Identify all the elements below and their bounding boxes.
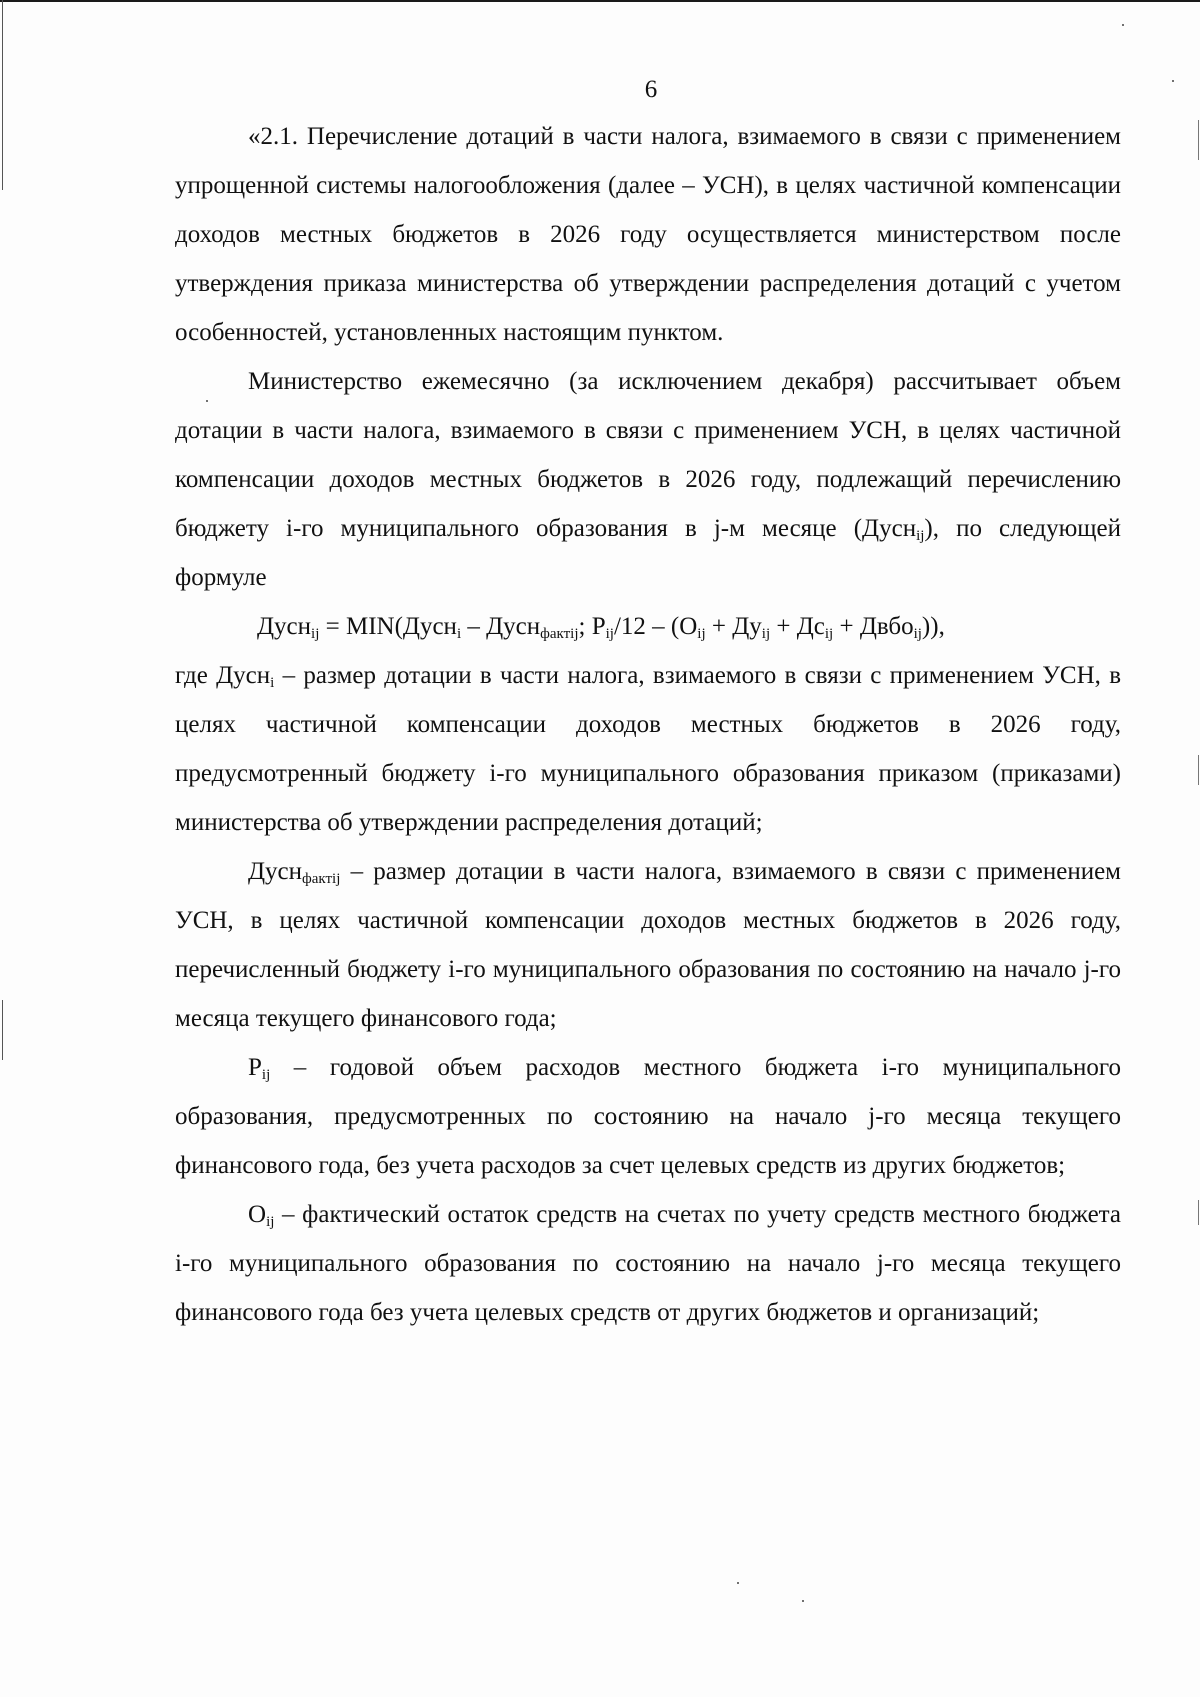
text-run: + Двбо [833, 613, 914, 640]
subscript: ij [266, 1214, 275, 1230]
subscript: ij [761, 626, 771, 642]
paragraph [175, 1190, 1121, 1337]
text-run: Дусн [257, 613, 312, 640]
text-run: )), [921, 613, 945, 640]
paragraph [175, 847, 1121, 1043]
text-run: /12 – (О [613, 613, 698, 640]
text-run: + Дс [770, 613, 825, 640]
scan-top-border [0, 0, 1200, 2]
text-run: Дусн [248, 858, 303, 885]
scan-right-edge-mark [1198, 1200, 1199, 1225]
scan-left-edge-mark [2, 1000, 3, 1060]
text-run: ; Р [578, 613, 606, 640]
scan-right-edge-mark [1198, 755, 1199, 785]
formula [175, 602, 1121, 651]
scan-speck [802, 1600, 804, 1602]
subscript: ij [913, 626, 922, 642]
paragraph [175, 357, 1121, 602]
subscript: ij [605, 626, 614, 642]
subscript: ij [261, 1067, 271, 1083]
scan-speck [737, 1582, 739, 1584]
paragraph [175, 112, 1121, 357]
text-run: «2.1. Перечисление дотаций в части налога, взимаемого в связи с применением упрощенной системы налогообложения (далее – УСН), в целях частичной компенсации доходов местных бюджетов в 2026 году осуществляется министерством после утверждения приказа министерства об утверждении распределения дотаций с учетом особенностей, установленных настоящим пунктом. [175, 123, 1121, 346]
subscript: ij [311, 626, 320, 642]
text-run: + Ду [705, 613, 762, 640]
subscript: i [270, 675, 275, 691]
page-number: 6 [644, 76, 658, 103]
scan-speck [1122, 24, 1124, 26]
text-run: – размер дотации в части налога, взимаемого в связи с применением УСН, в целях частичной компенсации доходов местных бюджетов в 2026 году, предусмотренный бюджету i-го муниципального образования приказом (приказами) министерства об утверждении распределения дотаций; [175, 662, 1122, 836]
subscript: ij [824, 626, 834, 642]
paragraph [175, 651, 1121, 847]
document-body [175, 112, 1121, 1337]
text-run: – фактический остаток средств на счетах по учету средств местного бюджета i-го муниципального образования по состоянию на начало j-го месяца текущего финансового года без учета целевых средств от других бюджетов и организаций; [175, 1201, 1121, 1326]
subscript: ij [916, 528, 925, 544]
paragraph [175, 1043, 1121, 1190]
subscript: фактij [540, 626, 579, 642]
text-run: – размер дотации в части налога, взимаемого в связи с применением УСН, в целях частичной компенсации доходов местных бюджетов в 2026 году, перечисленный бюджету i-го муниципального образования по состоянию на начало j-го месяца текущего финансового года; [175, 858, 1121, 1032]
text-run: – Дусн [461, 613, 541, 640]
scan-right-edge-mark [1198, 120, 1199, 160]
text-run: где Дусн [175, 662, 271, 689]
text-run: – годовой объем расходов местного бюджета i-го муниципального образования, предусмотренных по состоянию на начало j-го месяца текущего финансового года, без учета расходов за счет целевых средств из других бюджетов; [175, 1054, 1121, 1179]
text-run: Министерство ежемесячно (за исключением декабря) рассчитывает объем дотации в части налога, взимаемого в связи с применением УСН, в целях частичной компенсации доходов местных бюджетов в 2026 году, подлежащий перечислению бюджету i-го муниципального образования в j-м месяце (Дусн [175, 368, 1121, 542]
text-run: = MIN(Дусн [319, 613, 457, 640]
subscript: i [456, 626, 462, 642]
text-run: Р [248, 1054, 262, 1081]
subscript: ij [697, 626, 706, 642]
subscript: фактij [302, 871, 341, 887]
text-run: ), по следующей формуле [175, 515, 1121, 591]
text-run: О [248, 1201, 267, 1228]
